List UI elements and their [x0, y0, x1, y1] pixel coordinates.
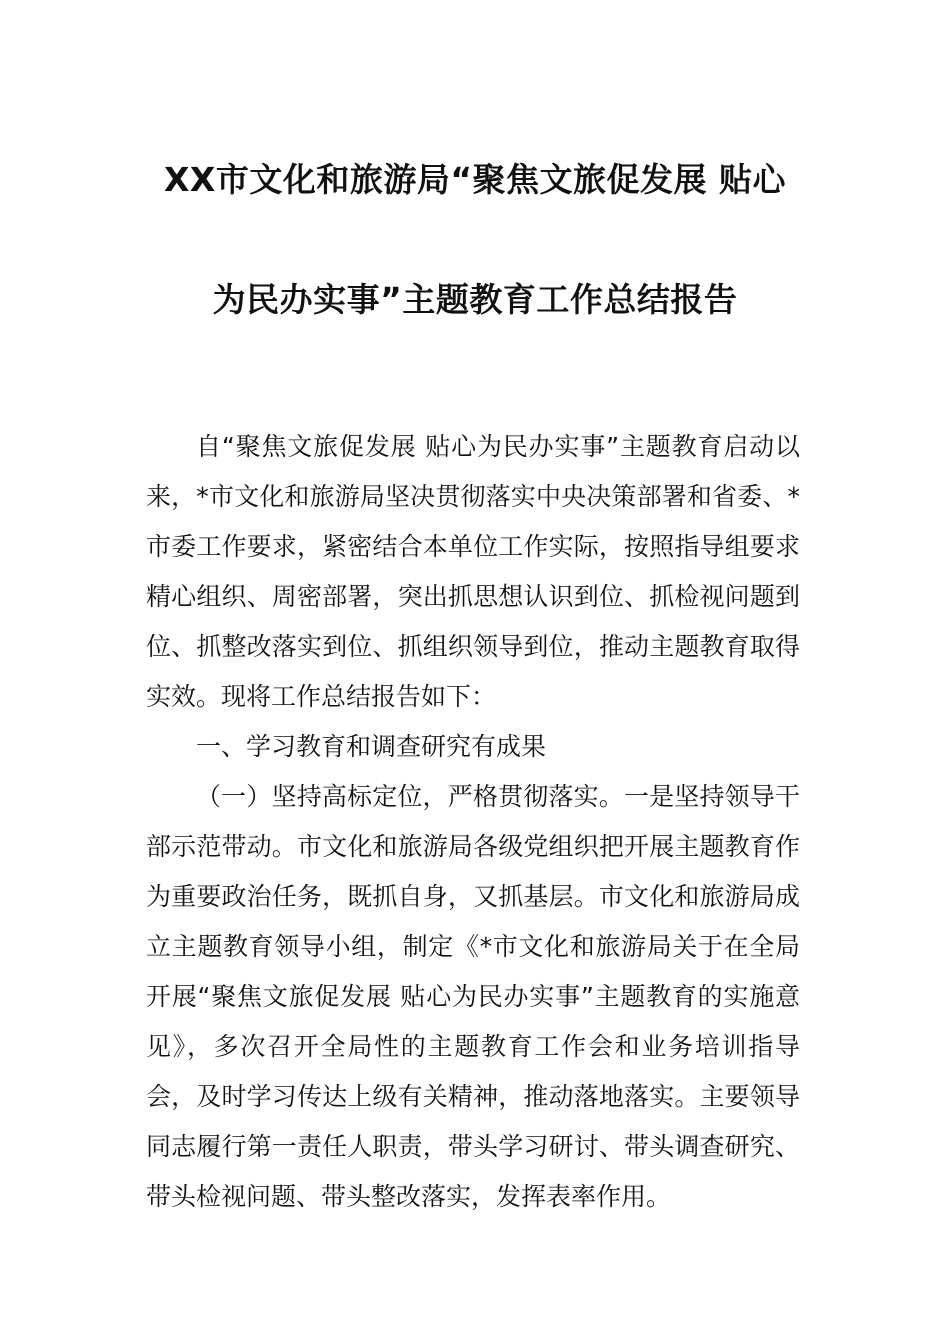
section-heading-1: 一、学习教育和调查研究有成果 — [196, 732, 547, 761]
document-title-line-1: XX市文化和旅游局“聚焦文旅促发展 贴心 — [163, 160, 787, 199]
intro-paragraph: 自“聚焦文旅促发展 贴心为民办实事”主题教育启动以来，*市文化和旅游局坚决贯彻落实中央决策部署和省委、*市委工作要求，紧密结合本单位工作实际，按照指导组要求精心组织、周密部署，突出抓思想认识到位、抓检视问题到位、抓整改落实到位、抓组织领导到位，推动主题教育取得实效。现将工作总结报告如下： — [146, 432, 800, 711]
document-body — [146, 422, 800, 1222]
document-title-line-2: 为民办实事”主题教育工作总结报告 — [212, 280, 738, 319]
subsection-paragraph-1: （一）坚持高标定位，严格贯彻落实。一是坚持领导干部示范带动。市文化和旅游局各级党组织把开展主题教育作为重要政治任务，既抓自身，又抓基层。市文化和旅游局成立主题教育领导小组，制定《*市文化和旅游局关于在全局开展“聚焦文旅促发展 贴心为民办实事”主题教育的实施意见》，多次召开全局性的主题教育工作会和业务培训指导会，及时学习传达上级有关精神，推动落地落实。主要领导同志履行第一责任人职责，带头学习研讨、带头调查研究、带头检视问题、带头整改落实，发挥表率作用。 — [146, 782, 800, 1211]
